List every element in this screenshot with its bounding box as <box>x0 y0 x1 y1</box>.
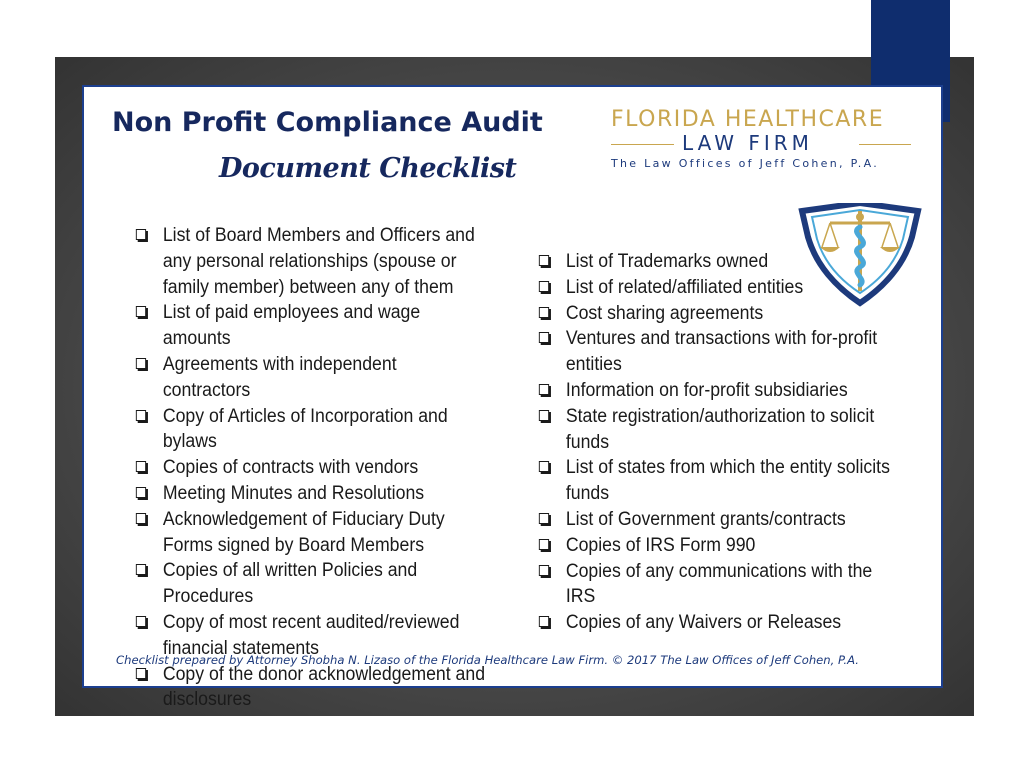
checklist-item <box>134 455 487 481</box>
checklist-item-label: Copies of any Waivers or Releases <box>565 612 842 634</box>
checkbox-icon <box>539 384 549 395</box>
checkbox-icon <box>136 358 146 369</box>
checklist-item <box>134 662 487 714</box>
checklist-item <box>134 352 487 404</box>
checklist-item-label: Copies of any communications with the IRS <box>565 560 873 608</box>
checkbox-icon <box>539 255 549 266</box>
checklist-right-column <box>537 249 917 636</box>
checklist-item <box>537 507 890 533</box>
checklist-item-label: List of related/affiliated entities <box>565 276 804 298</box>
checklist-item-label: List of Board Members and Officers and any personal relationships (spouse or family member) between any of them <box>162 225 475 298</box>
checkbox-icon <box>136 229 146 240</box>
checkbox-icon <box>136 487 146 498</box>
checklist-item <box>537 326 890 378</box>
checkbox-icon <box>136 306 146 317</box>
checklist-item-label: List of Trademarks owned <box>565 251 769 272</box>
checklist-item <box>537 249 890 275</box>
logo-divider-left <box>611 144 674 145</box>
checklist-item-label: Meeting Minutes and Resolutions <box>162 482 425 504</box>
checklist-item <box>537 559 890 611</box>
checklist-item-label: Copies of all written Policies and Procedures <box>162 560 418 608</box>
checklist-item <box>537 533 890 559</box>
checklist-item <box>134 481 487 507</box>
checklist-item-label: Copies of contracts with vendors <box>162 457 419 479</box>
checklist-item <box>134 404 487 456</box>
checklist-item <box>537 275 890 301</box>
logo-divider-right <box>859 144 911 145</box>
checkbox-icon <box>136 513 146 524</box>
checkbox-icon <box>539 616 549 627</box>
checklist-item-label: Copy of Articles of Incorporation and bylaws <box>162 405 448 453</box>
checklist-item-label: Information on for-profit subsidiaries <box>565 379 848 401</box>
checklist-item <box>537 301 890 327</box>
checklist-item-label: State registration/authorization to solicit funds <box>565 405 875 453</box>
checklist-item <box>134 300 487 352</box>
checkbox-icon <box>539 565 549 576</box>
checklist-item-label: Copies of IRS Form 990 <box>565 534 756 556</box>
checklist-item-label: Ventures and transactions with for-profit entities <box>565 328 878 376</box>
checklist-item <box>537 404 890 456</box>
checkbox-icon <box>539 513 549 524</box>
checkbox-icon <box>539 332 549 343</box>
checkbox-icon <box>539 281 549 292</box>
checkbox-icon <box>539 410 549 421</box>
logo-firm-name: FLORIDA HEALTHCARE <box>611 107 885 132</box>
checklist-item-label: List of paid employees and wage amounts <box>162 302 421 350</box>
checklist-item <box>537 378 890 404</box>
logo-tagline: The Law Offices of Jeff Cohen, P.A. <box>611 157 880 170</box>
checklist-left-column <box>134 223 514 713</box>
checklist-card <box>82 85 943 711</box>
checklist-item <box>134 223 487 300</box>
checklist-item-label: List of Government grants/contracts <box>565 508 846 530</box>
checklist-item-label: Copy of the donor acknowledgement and disclosures <box>162 663 486 711</box>
checklist-item <box>134 507 487 559</box>
checklist-item <box>134 558 487 610</box>
checkbox-icon <box>539 461 549 472</box>
footer-note: Checklist prepared by Attorney Shobha N. Lizaso of the Florida Healthcare Law Firm. © 2017 The Law Offices of Jeff Cohen, P.A. <box>116 653 859 667</box>
checklist-item <box>537 610 890 636</box>
checklist-item-label: Acknowledgement of Fiduciary Duty Forms signed by Board Members <box>162 508 445 556</box>
checkbox-icon <box>136 461 146 472</box>
checkbox-icon <box>539 539 549 550</box>
logo-law-firm: LAW FIRM <box>682 131 813 155</box>
checkbox-icon <box>136 668 146 679</box>
checkbox-icon <box>539 307 549 318</box>
checklist-item-label: Cost sharing agreements <box>565 302 764 324</box>
checkbox-icon <box>136 410 146 421</box>
page-title: Non Profit Compliance Audit <box>112 107 543 138</box>
checklist-item-label: List of states from which the entity solicits funds <box>565 457 890 505</box>
checklist-item-label: Copy of most recent audited/reviewed financial statements <box>162 611 460 659</box>
checkbox-icon <box>136 616 146 627</box>
checklist-item-label: Agreements with independent contractors <box>162 353 397 401</box>
page-subtitle: Document Checklist <box>219 153 517 184</box>
checkbox-icon <box>136 564 146 575</box>
checklist-item <box>537 455 890 507</box>
